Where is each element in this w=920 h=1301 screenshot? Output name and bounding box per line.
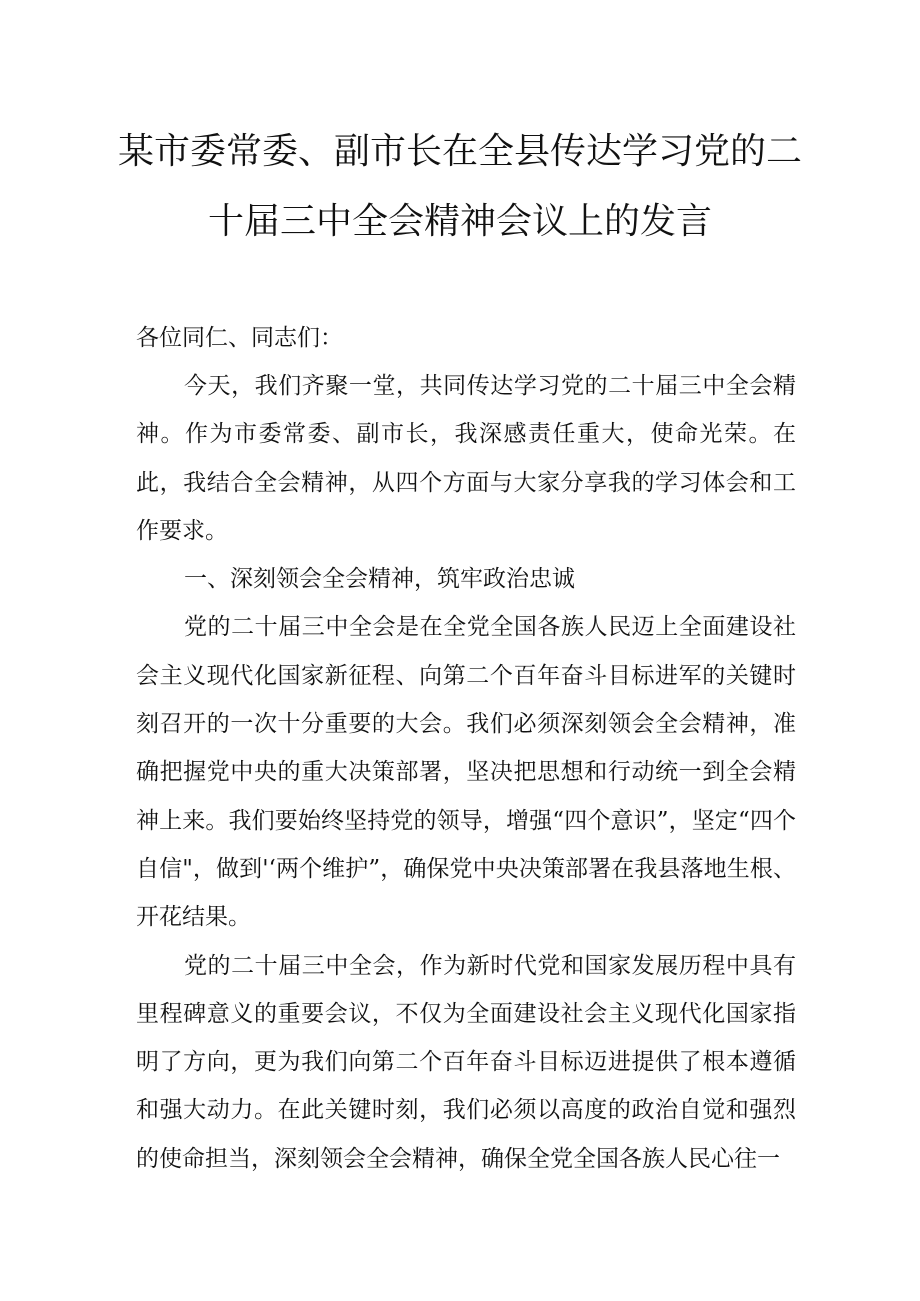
document-body: [136, 362, 796, 1183]
greeting-block: [136, 314, 796, 362]
paragraph-section-1-b: 党的二十届三中全会，作为新时代党和国家发展历程中具有里程碑意义的重要会议，不仅为全面建设社会主义现代化国家指明了方向，更为我们向第二个百年奋斗目标迈进提供了根本遵循和强大动力。在此关键时刻，我们必须以高度的政治自觉和强烈的使命担当，深刻领会全会精神，确保全党全国各族人民心往一: [136, 952, 796, 1172]
paragraph-section-1-a: 党的二十届三中全会是在全党全国各族人民迈上全面建设社会主义现代化国家新征程、向第二个百年奋斗目标进军的关键时刻召开的一次十分重要的大会。我们必须深刻领会全会精神，准确把握党中央的重大决策部署，坚决把思想和行动统一到全会精神上来。我们要始终坚持党的领导，增强“四个意识”，坚定“四个自信"，做到'‘两个维护”，确保党中央决策部署在我县落地生根、开花结果。: [136, 614, 796, 931]
document-title-line-2: 十届三中全会精神会议上的发言: [207, 201, 712, 242]
greeting: 各位同仁、同志们：: [136, 325, 343, 351]
paragraph-intro: 今天，我们齐聚一堂，共同传达学习党的二十届三中全会精神。作为市委常委、副市长，我深感责任重大，使命光荣。在此，我结合全会精神，从四个方面与大家分享我的学习体会和工作要求。: [136, 373, 796, 544]
section-heading-1: 一、深刻领会全会精神，筑牢政治忠诚: [184, 566, 575, 593]
document-title-line-1: 某市委常委、副市长在全县传达学习党的二: [117, 131, 802, 172]
